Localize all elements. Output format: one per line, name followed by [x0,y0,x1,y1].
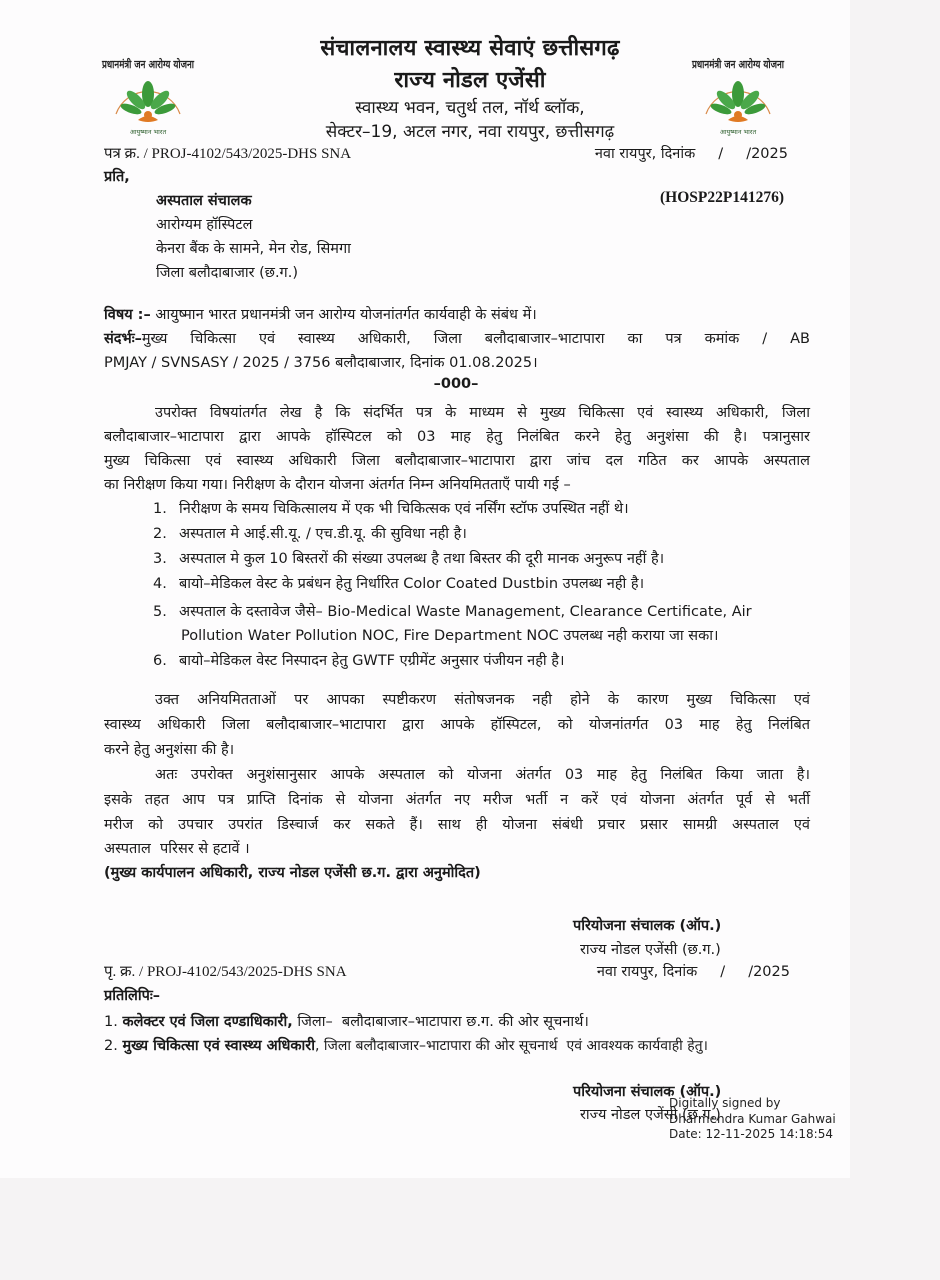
approval-note: (मुख्य कार्यपालन अधिकारी, राज्य नोडल एजेंसी छ.ग. द्वारा अनुमोदित) [104,865,481,881]
copy-signatory-title: परियोजना संचालक (ऑप.) [573,1084,722,1100]
copy-item: 2. मुख्य चिकित्सा एवं स्वास्थ्य अधिकारी, जिला बलौदाबाजार–भाटापारा की ओर सूचनार्थ एवं आवश्यक कार्यवाही हेतु। [104,1038,708,1054]
para1-line: उपरोक्त विषयांतर्गत लेख है कि संदर्भित पत्र के माध्यम से मुख्य चिकित्सा एवं स्वास्थ्य अधिकारी, जिला [155,405,810,421]
para2-line: करने हेतु अनुशंसा की है। [104,742,235,758]
recipient-title: अस्पताल संचालक [156,193,252,209]
signatory-title: परियोजना संचालक (ऑप.) [573,918,722,934]
copy-label: प्रतिलिपिः– [104,988,161,1004]
para3-line: मरीज को उपचार उपरांत डिस्चार्ज कर सकते हैं। साथ ही योजना संबंधी प्रचार प्रसार सामग्री अस्पताल एवं [104,817,810,833]
org-subtitle: राज्य नोडल एजेंसी [394,68,546,93]
reference-text-1: मुख्य चिकित्सा एवं स्वास्थ्य अधिकारी, जिला बलौदाबाजार–भाटापारा का पत्र कमांक / AB [141,331,810,347]
para1-line: बलौदाबाजार–भाटापारा द्वारा आपके हॉस्पिटल को 03 माह हेतु निलंबित करने हेतु अनुशंसा की है। पत्रानुसार [104,429,810,445]
recipient-address: केनरा बैंक के सामने, मेन रोड, सिमगा [156,241,351,257]
para3-line: अतः उपरोक्त अनुशंसानुसार आपके अस्पताल को योजना अंतर्गत 03 माह हेतु निलंबित किया जाता है। [155,767,810,783]
recipient-district: जिला बलौदाबाजार (छ.ग.) [156,265,298,281]
para2-line: स्वास्थ्य अधिकारी जिला बलौदाबाजार–भाटापारा द्वारा आपके हॉस्पिटल, को योजनांतर्गत 03 माह हेतु निलंबित [104,717,810,733]
finding-item: 6. बायो–मेडिकल वेस्ट निस्पादन हेतु GWTF एग्रीमेंट अनुसार पंजीयन नही है। [153,653,565,669]
org-title: संचालनालय स्वास्थ्य सेवाएं छत्तीसगढ़ [320,36,620,61]
logo-text-top: प्रधानमंत्री जन आरोग्य योजना [692,58,810,71]
signature-date: Date: 12-11-2025 14:18:54 [669,1127,833,1141]
signature-line1: Digitally signed by [669,1096,781,1110]
org-address-line2: सेक्टर–19, अटल नगर, नवा रायपुर, छत्तीसगढ़ [325,122,615,142]
copy-item: 1. कलेक्टर एवं जिला दण्डाधिकारी, जिला– बलौदाबाजार–भाटापारा छ.ग. की ओर सूचनार्थ। [104,1014,589,1030]
org-address-line1: स्वास्थ्य भवन, चतुर्थ तल, नॉर्थ ब्लॉक, [355,98,585,118]
finding-item: 5. अस्पताल के दस्तावेज जैसे– Bio-Medical Waste Management, Clearance Certificate, Air [153,604,752,620]
subject-text: आयुष्मान भारत प्रधानमंत्री जन आरोग्य योजनांतर्गत कार्यवाही के संबंध में। [155,307,537,323]
para1-line: का निरीक्षण किया गया। निरीक्षण के दौरान योजना अंतर्गत निम्न अनियमितताएँ पायी गई – [104,477,571,493]
hospital-id: (HOSP22P141276) [660,189,784,206]
reference-label: संदर्भः– [104,331,142,347]
copy-signatory-org: राज्य नोडल एजेंसी (छ.ग.) [580,1107,721,1123]
to-label: प्रति, [104,169,130,185]
signature-line2: Dharmendra Kumar Gahwai [669,1111,836,1126]
logo-text-bottom: आयुष्मान भारत [129,128,167,136]
logo-text-bottom: आयुष्मान भारत [719,128,757,136]
letter-ref-number: पत्र क्र. / PROJ-4102/543/2025-DHS SNA [104,146,352,162]
logo-text-top: प्रधानमंत्री जन आरोग्य योजना [102,58,220,71]
subject-label: विषय :– [104,307,151,323]
separator: –000– [433,376,479,392]
copy-place-date: नवा रायपुर, दिनांक / /2025 [596,964,790,980]
recipient-name: आरोग्यम हॉस्पिटल [156,217,253,233]
finding-item-cont: Pollution Water Pollution NOC, Fire Department NOC उपलब्ध नही कराया जा सका। [181,628,719,644]
finding-item: 3. अस्पताल मे कुल 10 बिस्तरों की संख्या उपलब्ध है तथा बिस्तर की दूरी मानक अनुरूप नहीं है। [153,551,665,567]
subject-line [104,304,537,324]
finding-item: 4. बायो–मेडिकल वेस्ट के प्रबंधन हेतु निर्धारित Color Coated Dustbin उपलब्ध नही है। [153,576,645,592]
copy-ref-number: पृ. क्र. / PROJ-4102/543/2025-DHS SNA [104,964,347,980]
para1-line: मुख्य चिकित्सा एवं स्वास्थ्य अधिकारी जिला बलौदाबाजार–भाटापारा द्वारा जांच दल गठित कर आपके अस्पताल [104,453,810,469]
signatory-org: राज्य नोडल एजेंसी (छ.ग.) [580,942,721,958]
letter-place-date: नवा रायपुर, दिनांक / /2025 [594,146,788,162]
digital-signature [669,1096,836,1143]
para3-line: अस्पताल परिसर से हटावें । [104,841,250,857]
reference-line1 [104,328,810,348]
reference-line2: PMJAY / SVNSASY / 2025 / 3756 बलौदाबाजार, दिनांक 01.08.2025। [104,355,538,371]
para2-line: उक्त अनियमितताओं पर आपका स्पष्टीकरण संतोषजनक नही होने के कारण मुख्य चिकित्सा एवं [155,692,810,708]
finding-item: 2. अस्पताल मे आई.सी.यू. / एच.डी.यू. की सुविधा नही है। [153,526,467,542]
finding-item: 1. निरीक्षण के समय चिकित्सालय में एक भी चिकित्सक एवं नर्सिंग स्टॉफ उपस्थित नहीं थे। [153,501,629,517]
para3-line: इसके तहत आप पत्र प्राप्ति दिनांक से योजना अंतर्गत नए मरीज भर्ती न करें एवं योजना अंतर्गत पूर्व से भर्ती [104,792,810,808]
